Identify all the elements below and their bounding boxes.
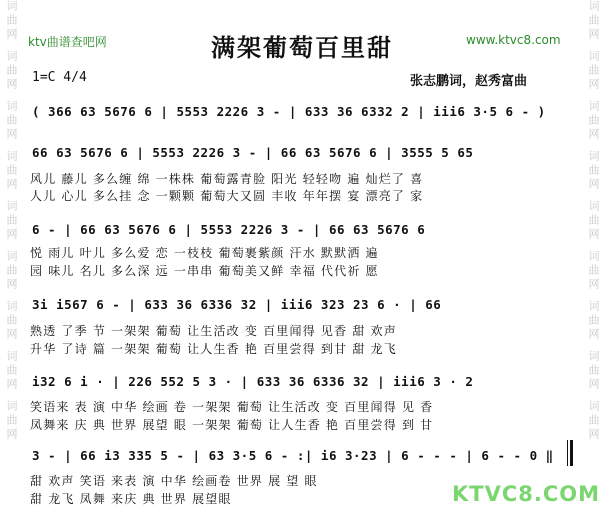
notation-line-6: 3 - | 66 i3 335 5 - | 63 3·5 6 - :| i6 3·23 | 6 - - - | 6 - - 0 ‖ xyxy=(32,448,554,463)
notation-line-5: i32 6 i · | 226 552 5 3 · | 633 36 6336 32 | iii6 3 · 2 xyxy=(32,374,474,389)
lyric-line-5b: 凤舞来 庆 典 世界 展望 眼 一架架 葡萄 让人生香 艳 百里尝得 到 甘 xyxy=(30,418,434,432)
lyric-line-4b: 升华 了诗 篇 一架架 葡萄 让人生香 艳 百里尝得 到甘 甜 龙飞 xyxy=(30,342,397,356)
lyric-line-6b: 甜 龙飞 凤舞 来庆 典 世界 展望眼 xyxy=(30,492,232,506)
final-barline-thin xyxy=(567,440,568,466)
lyric-line-3a: 悦 雨儿 叶儿 多么爱 恋 一枝枝 葡萄裹紫颜 汗水 默默洒 遍 xyxy=(30,246,379,260)
notation-line-3: 6 - | 66 63 5676 6 | 5553 2226 3 - | 66 63 5676 6 xyxy=(32,222,426,237)
lyric-line-4a: 熟透 了季 节 一架架 葡萄 让生活改 变 百里闻得 见香 甜 欢声 xyxy=(30,324,397,338)
site-watermark-left: ktv曲谱查吧网 xyxy=(28,35,107,49)
side-watermark-left: 词曲网 词曲网 词曲网 词曲网 词曲网 词曲网 词曲网 词曲网 词曲网 xyxy=(5,0,18,442)
side-watermark-right: 词曲网 词曲网 词曲网 词曲网 词曲网 词曲网 词曲网 词曲网 词曲网 xyxy=(587,0,600,442)
song-title: 满架葡萄百里甜 xyxy=(211,33,393,62)
final-barline-thick xyxy=(570,440,573,466)
lyric-line-5a: 笑语来 表 演 中华 绘画 卷 一架架 葡萄 让生活改 变 百里闻得 见 香 xyxy=(30,400,434,414)
notation-line-1: ( 366 63 5676 6 | 5553 2226 3 - | 633 36 6332 2 | iii6 3·5 6 - ) xyxy=(32,104,546,119)
notation-line-2: 66 63 5676 6 | 5553 2226 3 - | 66 63 5676 6 | 3555 5 65 xyxy=(32,145,474,160)
lyric-line-6a: 甜 欢声 笑语 来表 演 中华 绘画卷 世界 展 望 眼 xyxy=(30,474,318,488)
lyric-line-2a: 风儿 藤儿 多么缠 绵 一株株 葡萄露青脸 阳光 轻轻吻 遍 灿烂了 喜 xyxy=(30,172,424,186)
notation-line-4: 3i i567 6 - | 633 36 6336 32 | iii6 323 23 6 · | 66 xyxy=(32,297,442,312)
brand-logo-text: KTVC8.COM xyxy=(452,482,601,506)
site-watermark-right: www.ktvc8.com xyxy=(466,33,561,47)
key-signature: 1=C 4/4 xyxy=(32,70,87,85)
lyric-line-2b: 人儿 心儿 多么挂 念 一颗颗 葡萄大又圆 丰收 年年摆 宴 漂亮了 家 xyxy=(30,189,424,203)
credits: 张志鹏词，赵秀富曲 xyxy=(410,74,528,89)
lyric-line-3b: 园 味儿 名儿 多么深 远 一串串 葡萄美又鲜 幸福 代代祈 愿 xyxy=(30,264,379,278)
